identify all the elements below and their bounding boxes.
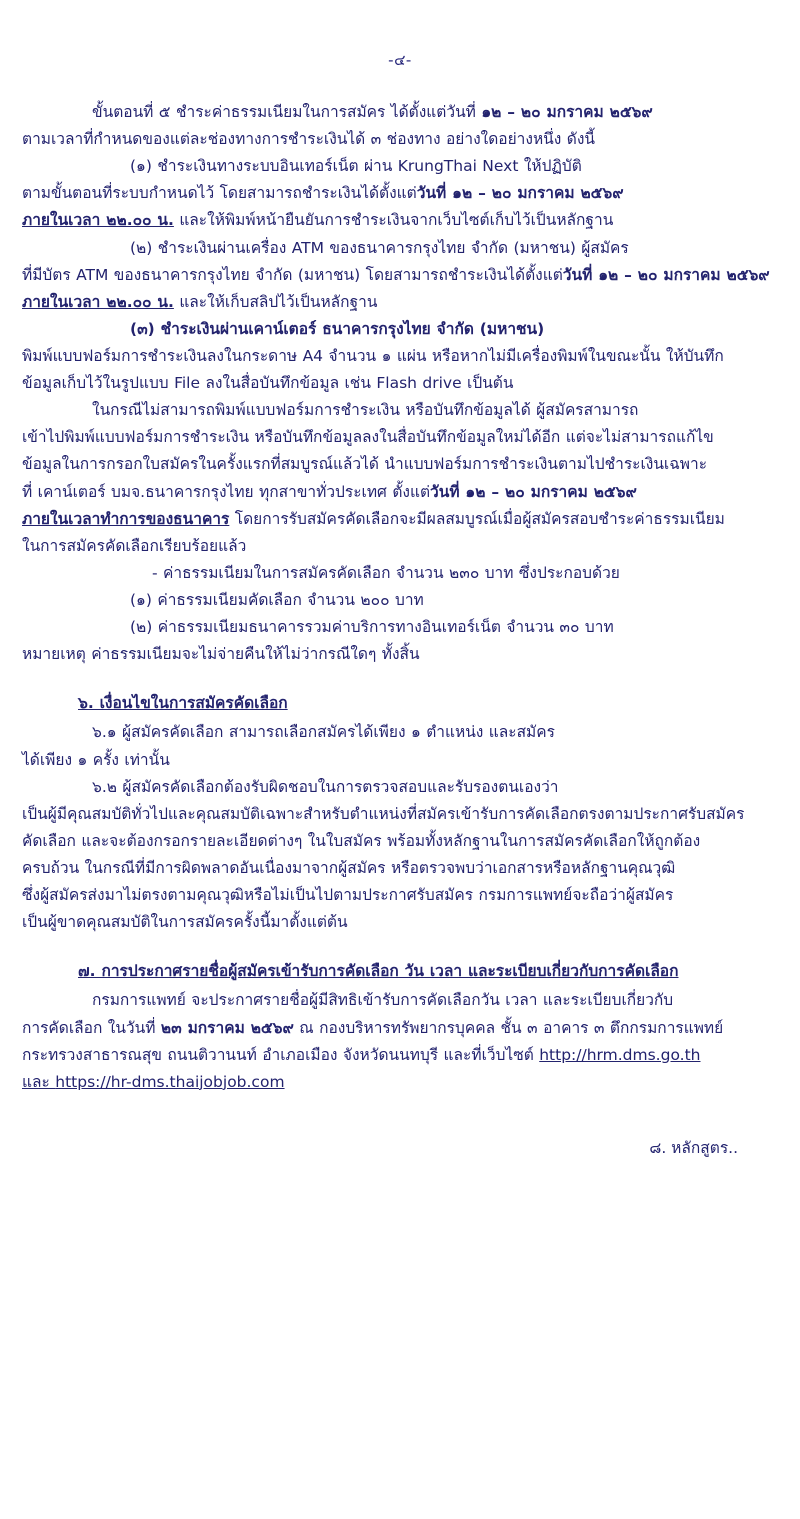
para4-line5-b: โดยการรับสมัครคัดเลือกจะมีผลสมบูรณ์เมื่อผู้สมัครสอบชำระค่าธรรมเนียม: [229, 509, 725, 528]
channel-3-line1: (๓) ชำระเงินผ่านเคาน์เตอร์ ธนาคารกรุงไทย จำกัด (มหาชน): [130, 319, 545, 338]
step5-text-a: ขั้นตอนที่ ๕ ชำระค่าธรรมเนียมในการสมัคร ได้ตั้งแต่วันที่: [92, 103, 482, 121]
section-6-2-line2: เป็นผู้มีคุณสมบัติทั่วไปและคุณสมบัติเฉพาะสำหรับตำแหน่งที่สมัครเข้ารับการคัดเลือกตรงตามประกาศรับสมัคร: [22, 804, 745, 823]
section-7-line3: [22, 1043, 778, 1068]
channel-1-line3-b: และให้พิมพ์หน้ายืนยันการชำระเงินจากเว็บไซต์เก็บไว้เป็นหลักฐาน: [173, 211, 614, 230]
section-7-line1: กรมการแพทย์ จะประกาศรายชื่อผู้มีสิทธิเข้ารับการคัดเลือกวัน เวลา และระเบียบเกี่ยวกับ: [92, 991, 674, 1010]
para4-bank-hours: ภายในเวลาทำการของธนาคาร: [22, 509, 230, 528]
document-page: [0, 48, 800, 1519]
channel-1-line3: [22, 208, 778, 233]
channel-2-time: ภายในเวลา ๒๒.๐๐ น.: [22, 292, 174, 311]
fee-intro: - ค่าธรรมเนียมในการสมัครคัดเลือก จำนวน ๒๓๐ บาท ซึ่งประกอบด้วย: [152, 563, 620, 582]
document-body: [0, 100, 800, 1160]
channel-2-line2: [22, 263, 778, 288]
step5-date: ๑๒ – ๒๐ มกราคม ๒๕๖๙: [481, 103, 653, 121]
section-7-line2: [22, 1016, 778, 1041]
section-6-2-line1: ๖.๒ ผู้สมัครคัดเลือกต้องรับผิดชอบในการตรวจสอบและรับรองตนเองว่า: [92, 777, 559, 796]
para4-line4-a: ที่ เคาน์เตอร์ บมจ.ธนาคารกรุงไทย ทุกสาขาทั่วประเทศ ตั้งแต่: [22, 482, 431, 501]
para4-date: วันที่ ๑๒ – ๒๐ มกราคม ๒๕๖๙: [430, 482, 637, 501]
section-7-date: ๒๓ มกราคม ๒๕๖๙: [160, 1018, 294, 1037]
thaijobjob-link[interactable]: https://hr-dms.thaijobjob.com: [55, 1072, 285, 1091]
next-section-note: ๘. หลักสูตร..: [649, 1138, 738, 1157]
page-number: -๔-: [388, 51, 412, 69]
section-7-heading: ๗. การประกาศรายชื่อผู้สมัครเข้ารับการคัดเลือก วัน เวลา และระเบียบเกี่ยวกับการคัดเลือก: [78, 962, 679, 981]
section-7-line2-c: ณ กองบริหารทรัพยากรบุคคล ชั้น ๓ อาคาร ๓ ตึกกรมการแพทย์: [293, 1018, 724, 1037]
section-7-line3-a: กระทรวงสาธารณสุข ถนนติวานนท์ อำเภอเมือง จังหวัดนนทบุรี และที่เว็บไซต์: [22, 1045, 540, 1064]
para4-line2: เข้าไปพิมพ์แบบฟอร์มการชำระเงิน หรือบันทึกข้อมูลลงในสื่อบันทึกข้อมูลใหม่ได้อีก แต่จะไม่สามารถแก้ไข: [22, 428, 714, 447]
section-6-2-line4: ครบถ้วน ในกรณีที่มีการผิดพลาดอันเนื่องมาจากผู้สมัคร หรือตรวจพบว่าเอกสารหรือหลักฐานคุณวุฒิ: [22, 858, 676, 877]
channel-2-line3-b: และให้เก็บสลิปไว้เป็นหลักฐาน: [173, 292, 378, 311]
para4-line1: ในกรณีไม่สามารถพิมพ์แบบฟอร์มการชำระเงิน หรือบันทึกข้อมูลได้ ผู้สมัครสามารถ: [92, 401, 639, 420]
channel-2-line2-a: ที่มีบัตร ATM ของธนาคารกรุงไทย จำกัด (มหาชน) โดยสามารถชำระเงินได้ตั้งแต่: [22, 265, 563, 284]
fee-item-2: (๒) ค่าธรรมเนียมธนาคารรวมค่าบริการทางอินเทอร์เน็ต จำนวน ๓๐ บาท: [130, 618, 614, 637]
para4-line5: [22, 507, 778, 532]
channel-2-line3: [22, 290, 778, 315]
section-6-heading: ๖. เงื่อนไขในการสมัครคัดเลือก: [78, 694, 288, 713]
fee-item-1: (๑) ค่าธรรมเนียมคัดเลือก จำนวน ๒๐๐ บาท: [130, 590, 424, 609]
fee-note: หมายเหตุ ค่าธรรมเนียมจะไม่จ่ายคืนให้ไม่ว่ากรณีใดๆ ทั้งสิ้น: [22, 645, 420, 664]
section-6-2-line3: คัดเลือก และจะต้องกรอกรายละเอียดต่างๆ ในใบสมัคร พร้อมทั้งหลักฐานในการสมัครคัดเลือกให้ถูกต้อง: [22, 831, 701, 850]
spacer: [22, 937, 778, 959]
section-7-line4: [22, 1070, 778, 1095]
step5-paragraph: [22, 100, 778, 125]
para4-line3: ข้อมูลในการกรอกใบสมัครในครั้งแรกที่สมบูรณ์แล้วได้ นำแบบฟอร์มการชำระเงินตามไปชำระเงินเฉพาะ: [22, 455, 708, 474]
channel-3-line3: ข้อมูลเก็บไว้ในรูปแบบ File ลงในสื่อบันทึกข้อมูล เช่น Flash drive เป็นต้น: [22, 374, 514, 393]
section-6-1-line2: ได้เพียง ๑ ครั้ง เท่านั้น: [22, 750, 170, 769]
section-6-1-line1: ๖.๑ ผู้สมัครคัดเลือก สามารถเลือกสมัครได้เพียง ๑ ตำแหน่ง และสมัคร: [92, 723, 555, 742]
channel-1-line2: [22, 181, 778, 206]
channel-1-date: วันที่ ๑๒ – ๒๐ มกราคม ๒๕๖๙: [416, 184, 624, 203]
section-7-line2-a: การคัดเลือก ในวันที่: [22, 1018, 161, 1037]
section-7-line4-a: และ: [22, 1072, 56, 1091]
channel-2-date: วันที่ ๑๒ – ๒๐ มกราคม ๒๕๖๙: [562, 265, 770, 284]
channel-1-line1: (๑) ชำระเงินทางระบบอินเทอร์เน็ต ผ่าน KrungThai Next ให้ปฏิบัติ: [130, 157, 582, 176]
para4-line4: [22, 480, 778, 505]
channel-2-line1: (๒) ชำระเงินผ่านเครื่อง ATM ของธนาคารกรุงไทย จำกัด (มหาชน) ผู้สมัคร: [130, 238, 629, 257]
para4-line6: ในการสมัครคัดเลือกเรียบร้อยแล้ว: [22, 536, 247, 555]
step5-line2: ตามเวลาที่กำหนดของแต่ละช่องทางการชำระเงินได้ ๓ ช่องทาง อย่างใดอย่างหนึ่ง ดังนี้: [22, 130, 595, 149]
channel-1-line2-a: ตามขั้นตอนที่ระบบกำหนดไว้ โดยสามารถชำระเงินได้ตั้งแต่: [22, 184, 417, 203]
section-6-2-line5: ซึ่งผู้สมัครส่งมาไม่ตรงตามคุณวุฒิหรือไม่เป็นไปตามประกาศรับสมัคร กรมการแพทย์จะถือว่าผู้สมัคร: [22, 886, 674, 905]
section-6-2-line6: เป็นผู้ขาดคุณสมบัติในการสมัครครั้งนี้มาตั้งแต่ต้น: [22, 913, 348, 932]
hrm-dms-link[interactable]: http://hrm.dms.go.th: [539, 1045, 701, 1064]
channel-1-time: ภายในเวลา ๒๒.๐๐ น.: [22, 211, 174, 230]
spacer: [22, 669, 778, 691]
channel-3-line2: พิมพ์แบบฟอร์มการชำระเงินลงในกระดาษ A4 จำนวน ๑ แผ่น หรือหากไม่มีเครื่องพิมพ์ในขณะนั้น ให้บันทึก: [22, 346, 724, 365]
